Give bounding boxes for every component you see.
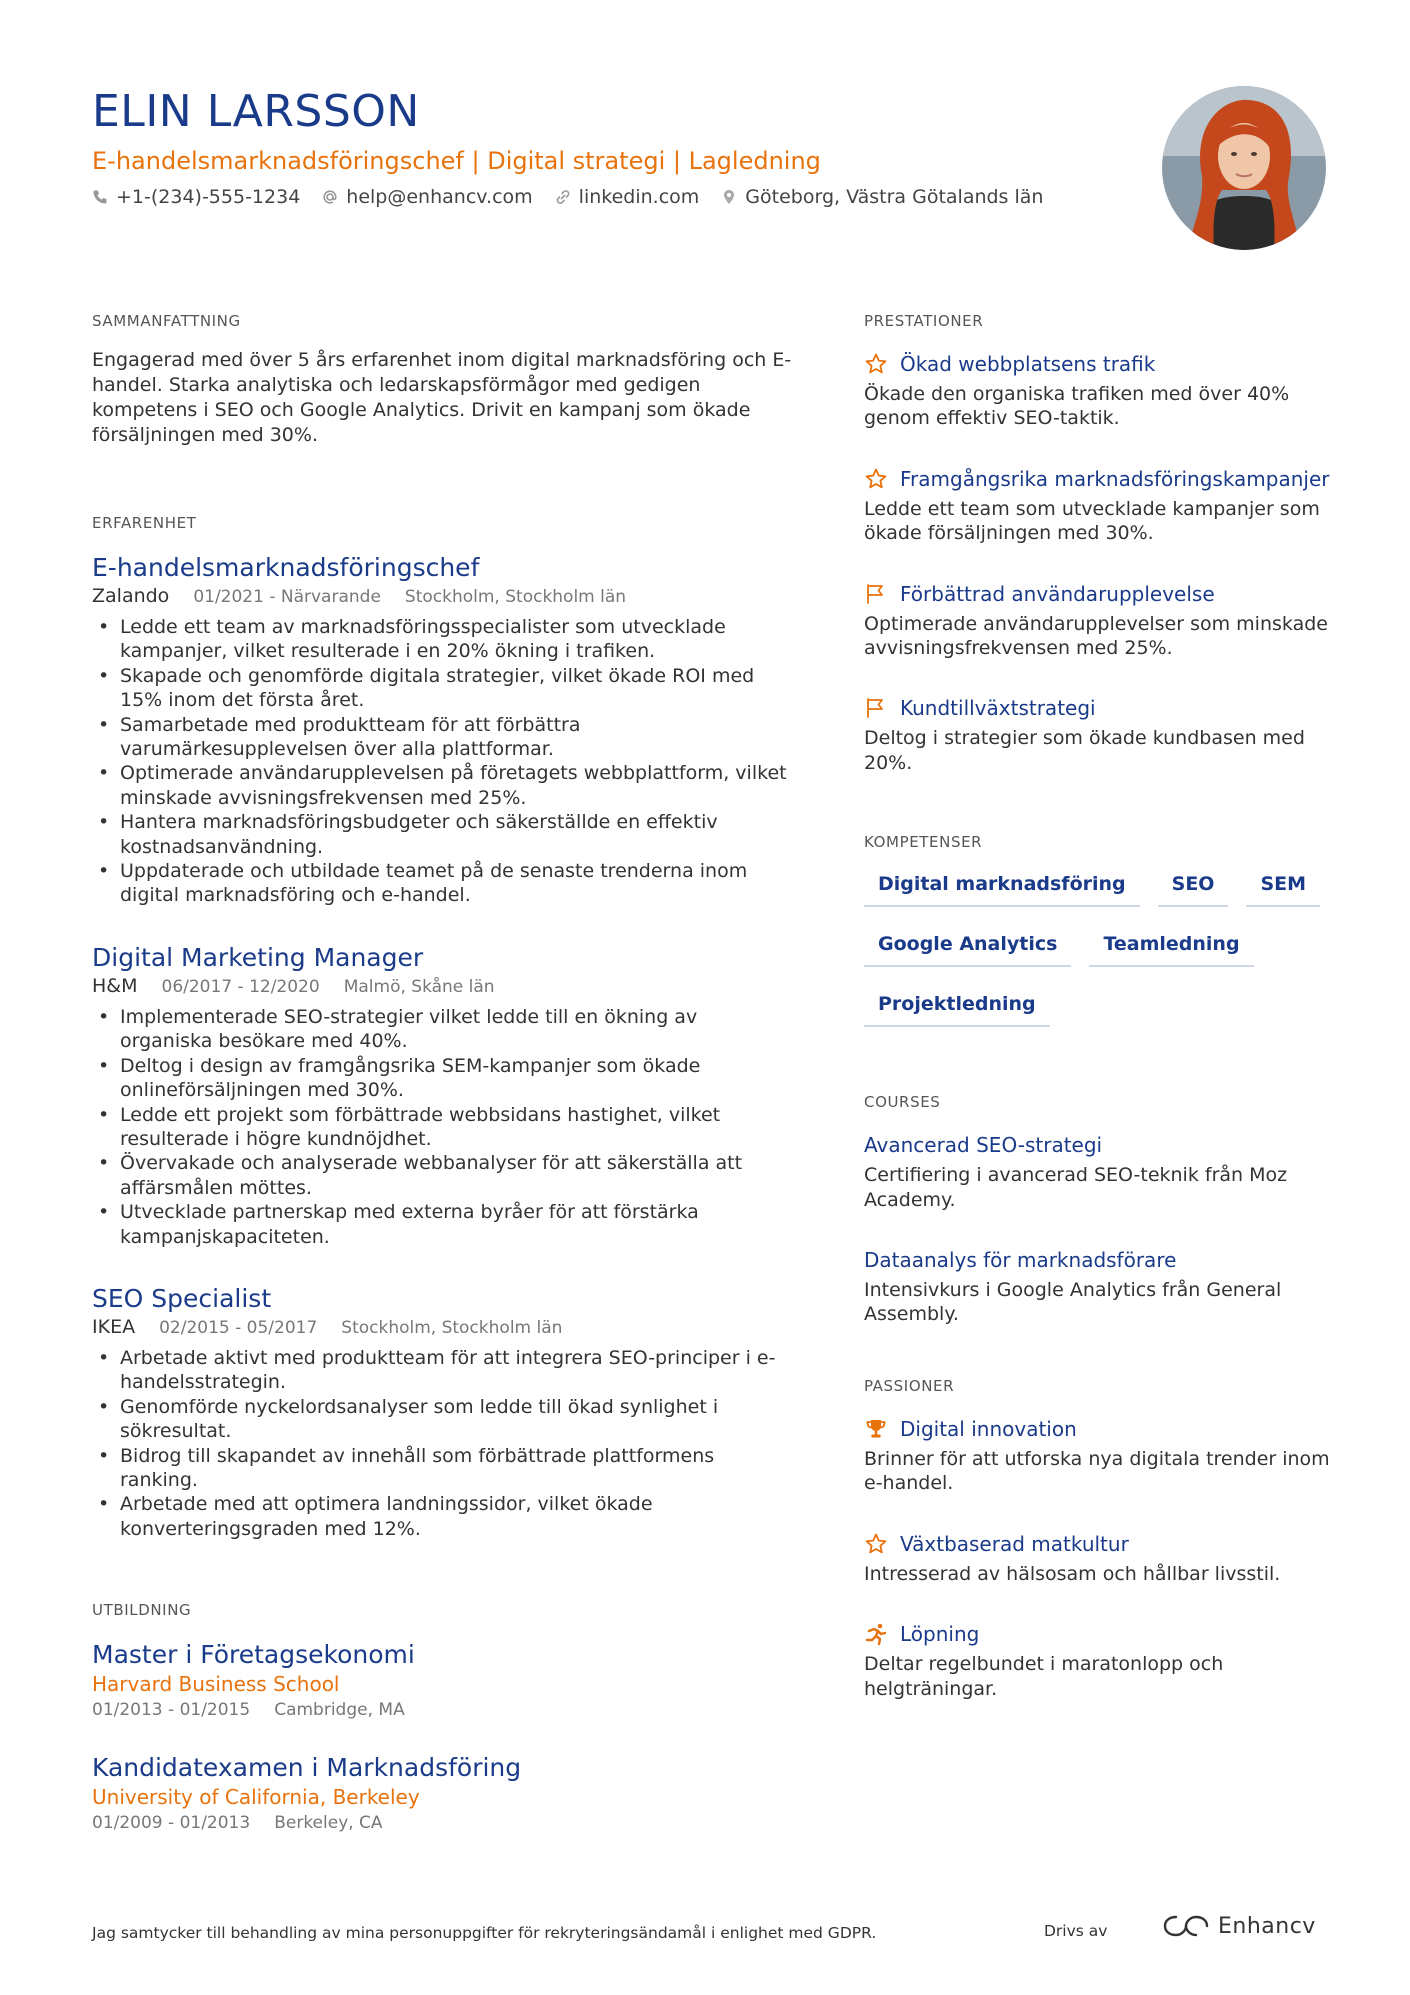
achievements-section — [864, 312, 1334, 775]
enhancv-logo-icon — [1162, 1912, 1210, 1940]
bullet-item: • Optimerade användarupplevelsen på företagets webbplattform, vilket minskade avvisningsfrekvensen med 25%. — [92, 761, 792, 810]
profile-photo — [1162, 86, 1326, 250]
contact-linkedin[interactable] — [555, 186, 700, 208]
job-bullets — [92, 1346, 792, 1541]
left-column — [92, 312, 792, 1897]
course-title: Avancerad SEO-strategi — [864, 1133, 1103, 1158]
section-title: KOMPETENSER — [864, 833, 983, 852]
passion-title: Digital innovation — [900, 1416, 1077, 1441]
phone-icon — [92, 189, 108, 205]
running-icon — [864, 1622, 888, 1646]
enhancv-logo[interactable] — [1162, 1912, 1316, 1940]
job-company: H&M — [92, 974, 138, 997]
skills-list — [864, 865, 1324, 1027]
job-bullets — [92, 615, 792, 908]
job-meta — [92, 1315, 792, 1340]
job-meta — [92, 974, 792, 999]
bullet-item: • Arbetade aktivt med produktteam för att integrera SEO-principer i e-handelsstrategin. — [92, 1346, 792, 1395]
bullet-item: • Ledde ett projekt som förbättrade webbsidans hastighet, vilket resulterade i högre kundnöjdhet. — [92, 1103, 792, 1152]
bullet-item: • Arbetade med att optimera landningssidor, vilket ökade konverteringsgraden med 12%. — [92, 1492, 792, 1541]
summary-text: Engagerad med över 5 års erfarenhet inom digital marknadsföring och E-handel. Starka analytiska och ledarskapsförmågor med gedigen kompetens i SEO och Google Analytics. Drivit en kampanj som ökade försäljningen med 30%. — [92, 349, 792, 446]
bullet-item: • Övervakade och analyserade webbanalyser för att säkerställa att affärsmålen möttes. — [92, 1151, 792, 1200]
right-column — [864, 312, 1334, 1763]
education-location: Cambridge, MA — [274, 1700, 405, 1721]
skill-tag: Projektledning — [864, 985, 1050, 1027]
degree-title: Master i Företagsekonomi — [92, 1640, 415, 1670]
achievement-item — [864, 350, 1334, 431]
skill-tag: Digital marknadsföring — [864, 865, 1140, 907]
bullet-item: • Implementerade SEO-strategier vilket ledde till en ökning av organiska besökare med 40%. — [92, 1005, 792, 1054]
job-location: Stockholm, Stockholm län — [341, 1317, 563, 1338]
achievement-item — [864, 580, 1334, 661]
bullet-item: • Samarbetade med produktteam för att förbättra varumärkesupplevelsen över alla plattformar. — [92, 713, 792, 762]
achievement-desc: Deltog i strategier som ökade kundbasen med 20%. — [864, 727, 1305, 774]
achievement-title: Förbättrad användarupplevelse — [900, 581, 1215, 606]
skill-tag: Teamledning — [1089, 925, 1253, 967]
contact-phone[interactable] — [92, 186, 300, 208]
skills-section — [864, 833, 1334, 1027]
passion-title: Löpning — [900, 1622, 980, 1647]
course-desc: Certifiering i avancerad SEO-teknik från Moz Academy. — [864, 1164, 1288, 1211]
contact-bar — [92, 186, 1043, 208]
section-title: PASSIONER — [864, 1376, 955, 1395]
course-item — [864, 1246, 1334, 1327]
trophy-icon — [864, 1417, 888, 1441]
achievement-title: Kundtillväxtstrategi — [900, 696, 1096, 721]
link-icon — [555, 189, 571, 205]
job-meta — [92, 584, 792, 609]
section-title: PRESTATIONER — [864, 312, 984, 330]
passion-item — [864, 1530, 1334, 1586]
star-icon — [864, 1532, 888, 1556]
bullet-item: • Bidrog till skapandet av innehåll som förbättrade plattformens ranking. — [92, 1444, 792, 1493]
flag-icon — [864, 582, 888, 606]
job-location: Stockholm, Stockholm län — [404, 587, 627, 607]
courses-section — [864, 1093, 1334, 1327]
job-dates: 02/2015 - 05/2017 — [159, 1317, 318, 1338]
summary-section — [92, 312, 792, 448]
education-section — [92, 1601, 792, 1835]
education-dates: 01/2009 - 01/2013 — [92, 1813, 251, 1834]
flag-icon — [864, 696, 888, 720]
achievement-item — [864, 694, 1334, 775]
star-icon — [864, 467, 888, 491]
passion-desc: Intresserad av hälsosam och hållbar livsstil. — [864, 1562, 1281, 1585]
bullet-item: • Skapade och genomförde digitala strategier, vilket ökade ROI med 15% inom det första året. — [92, 664, 792, 713]
bullet-item: • Uppdaterade och utbildade teamet på de senaste trenderna inom digital marknadsföring och e-handel. — [92, 859, 792, 908]
section-title: ERFARENHET — [92, 514, 197, 532]
course-title: Dataanalys för marknadsförare — [864, 1248, 1177, 1273]
section-title: UTBILDNING — [92, 1601, 192, 1620]
job-bullets — [92, 1005, 792, 1249]
passion-desc: Brinner för att utforska nya digitala trender inom e-handel. — [864, 1447, 1330, 1495]
skill-tag: SEM — [1246, 865, 1320, 907]
education-meta — [92, 1698, 792, 1722]
star-icon — [864, 352, 888, 376]
course-desc: Intensivkurs i Google Analytics från General Assembly. — [864, 1279, 1282, 1326]
gdpr-consent: Jag samtycker till behandling av mina personuppgifter för rekryteringsändamål i enlighet med GDPR. — [92, 1924, 877, 1942]
education-dates: 01/2013 - 01/2015 — [92, 1700, 251, 1721]
achievement-title: Ökad webbplatsens trafik — [900, 352, 1156, 376]
achievement-item — [864, 465, 1334, 546]
brand-name: Enhancv — [1218, 1913, 1316, 1939]
education-entry — [92, 1752, 792, 1835]
education-entry — [92, 1639, 792, 1722]
powered-by-label: Drivs av — [1044, 1922, 1108, 1940]
section-title: COURSES — [864, 1093, 941, 1112]
bullet-item: • Hantera marknadsföringsbudgeter och säkerställde en effektiv kostnadsanvändning. — [92, 810, 792, 859]
location-text: Göteborg, Västra Götalands län — [745, 186, 1044, 208]
job-location: Malmö, Skåne län — [343, 976, 495, 997]
job-dates: 06/2017 - 12/2020 — [161, 976, 320, 997]
education-location: Berkeley, CA — [274, 1813, 383, 1834]
degree-title: Kandidatexamen i Marknadsföring — [92, 1753, 522, 1783]
passion-item — [864, 1415, 1334, 1496]
job-entry — [92, 552, 792, 908]
bullet-item: • Deltog i design av framgångsrika SEM-kampanjer som ökade onlineförsäljningen med 30%. — [92, 1054, 792, 1103]
job-title: E-handelsmarknadsföringschef — [92, 553, 480, 582]
passion-title: Växtbaserad matkultur — [900, 1531, 1129, 1556]
job-entry — [92, 1283, 792, 1541]
school-name: University of California, Berkeley — [92, 1785, 420, 1810]
contact-location — [721, 186, 1043, 208]
experience-section — [92, 514, 792, 1541]
skill-tag: SEO — [1158, 865, 1229, 907]
achievement-title: Framgångsrika marknadsföringskampanjer — [900, 466, 1330, 491]
achievement-desc: Ledde ett team som utvecklade kampanjer som ökade försäljningen med 30%. — [864, 497, 1320, 545]
contact-email[interactable] — [322, 186, 532, 208]
bullet-item: • Utvecklade partnerskap med externa byråer för att förstärka kampanjskapaciteten. — [92, 1200, 792, 1249]
job-dates: 01/2021 - Närvarande — [193, 587, 381, 607]
email-text: help@enhancv.com — [346, 186, 533, 208]
achievement-desc: Ökade den organiska trafiken med över 40% genom effektiv SEO-taktik. — [864, 383, 1290, 430]
headline: E-handelsmarknadsföringschef | Digital strategi | Lagledning — [92, 147, 821, 175]
education-meta — [92, 1811, 792, 1835]
job-entry — [92, 942, 792, 1249]
bullet-item: • Ledde ett team av marknadsföringsspecialister som utvecklade kampanjer, vilket resulterade i en 20% ökning i trafiken. — [92, 615, 792, 664]
job-company: IKEA — [92, 1315, 136, 1338]
location-pin-icon — [721, 189, 737, 205]
bullet-item: • Genomförde nyckelordsanalyser som ledde till ökad synlighet i sökresultat. — [92, 1395, 792, 1444]
school-name: Harvard Business School — [92, 1672, 340, 1697]
at-icon — [322, 189, 338, 205]
linkedin-text: linkedin.com — [578, 186, 700, 208]
candidate-name: ELIN LARSSON — [92, 86, 420, 137]
skill-tag: Google Analytics — [864, 925, 1071, 967]
phone-text: +1-(234)-555-1234 — [116, 186, 301, 208]
avatar — [1162, 86, 1326, 250]
course-item — [864, 1131, 1334, 1212]
achievement-desc: Optimerade användarupplevelser som minskade avvisningsfrekvensen med 25%. — [864, 612, 1328, 660]
job-title: SEO Specialist — [92, 1283, 272, 1313]
passion-item — [864, 1620, 1334, 1701]
passion-desc: Deltar regelbundet i maratonlopp och helgträningar. — [864, 1653, 1224, 1700]
section-title: SAMMANFATTNING — [92, 312, 241, 330]
job-company: Zalando — [92, 585, 170, 607]
passions-section — [864, 1377, 1334, 1701]
job-title: Digital Marketing Manager — [92, 942, 424, 972]
